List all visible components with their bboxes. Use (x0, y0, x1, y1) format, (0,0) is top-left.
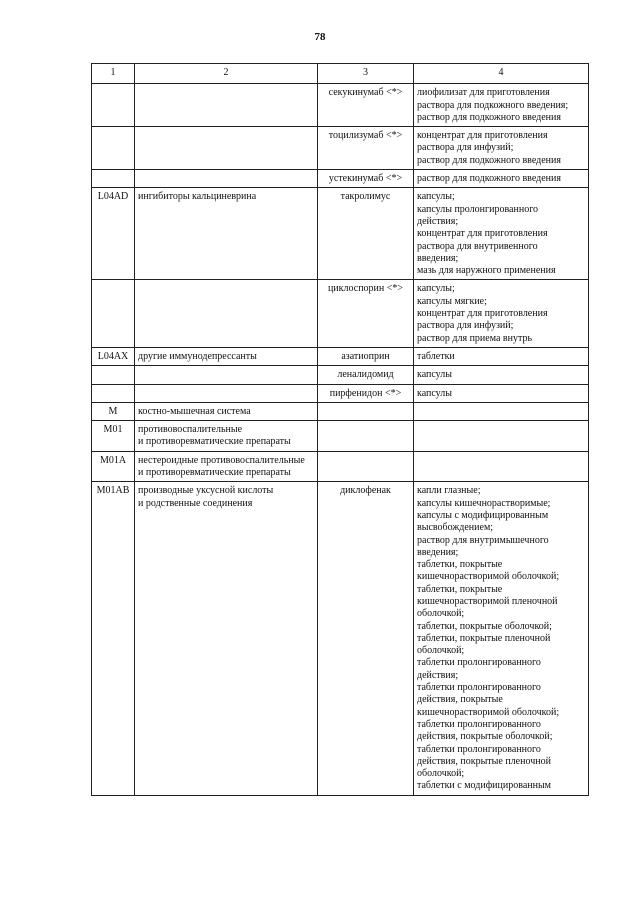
anatomical-therapeutic-group (135, 170, 318, 188)
table-row (92, 384, 589, 402)
atc-code: M (92, 402, 135, 420)
dosage-form-line: капсулы (417, 369, 452, 381)
dosage-form-line: раствор для подкожного введения (417, 154, 561, 166)
anatomical-therapeutic-group (135, 482, 318, 795)
dosage-form-line: таблетки, покрытые (417, 583, 503, 595)
group-line: ингибиторы кальциневрина (138, 191, 257, 203)
dosage-form-line: таблетки с модифицированным (417, 780, 552, 792)
dosage-form-line: кишечнорастворимой оболочкой; (417, 571, 560, 583)
dosage-forms (414, 451, 589, 482)
table-row (92, 127, 589, 170)
group-line: противовоспалительные (138, 424, 243, 436)
table-row (92, 421, 589, 452)
dosage-forms (414, 347, 589, 365)
anatomical-therapeutic-group (135, 280, 318, 347)
drug-name: леналидомид (318, 366, 414, 384)
dosage-form-line: раствора для инфузий; (417, 320, 514, 332)
page-number: 78 (314, 31, 326, 43)
drug-name: такролимус (318, 188, 414, 280)
header-col-2: 2 (135, 64, 318, 84)
table-header-row (92, 64, 589, 84)
dosage-form-line: оболочкой; (417, 608, 465, 620)
dosage-forms (414, 170, 589, 188)
dosage-forms (414, 402, 589, 420)
dosage-form-line: введения; (417, 546, 459, 558)
anatomical-therapeutic-group (135, 84, 318, 127)
dosage-form-line: раствора для инфузий; (417, 142, 514, 154)
dosage-form-line: таблетки, покрытые (417, 559, 503, 571)
anatomical-therapeutic-group (135, 384, 318, 402)
dosage-form-line: капсулы кишечнорастворимые; (417, 497, 551, 509)
dosage-forms (414, 188, 589, 280)
dosage-form-line: лиофилизат для приготовления (417, 87, 550, 99)
dosage-form-line: высвобождением; (417, 522, 494, 534)
anatomical-therapeutic-group (135, 188, 318, 280)
anatomical-therapeutic-group (135, 347, 318, 365)
dosage-form-line: таблетки пролонгированного (417, 657, 541, 669)
atc-code: M01 (92, 421, 135, 452)
dosage-form-line: концентрат для приготовления (417, 130, 548, 142)
atc-code: M01A (92, 451, 135, 482)
table-row (92, 170, 589, 188)
dosage-form-line: капсулы; (417, 283, 455, 295)
dosage-form-line: капсулы мягкие; (417, 295, 487, 307)
dosage-form-line: таблетки пролонгированного (417, 682, 541, 694)
drug-name: секукинумаб <*> (318, 84, 414, 127)
table-row (92, 366, 589, 384)
table-row (92, 280, 589, 347)
group-line: нестероидные противовоспалительные (138, 454, 305, 466)
dosage-form-line: капсулы с модифицированным (417, 509, 549, 521)
dosage-form-line: раствор для подкожного введения (417, 173, 561, 185)
dosage-form-line: раствора для подкожного введения; (417, 99, 569, 111)
anatomical-therapeutic-group (135, 127, 318, 170)
anatomical-therapeutic-group (135, 402, 318, 420)
atc-code (92, 84, 135, 127)
group-line: и противоревматические препараты (138, 467, 291, 479)
dosage-form-line: раствор для приема внутрь (417, 332, 533, 344)
header-col-3: 3 (318, 64, 414, 84)
group-line: костно-мышечная система (138, 405, 251, 417)
dosage-forms (414, 127, 589, 170)
dosage-form-line: концентрат для приготовления (417, 308, 548, 320)
dosage-form-line: таблетки, покрытые пленочной (417, 632, 551, 644)
dosage-form-line: раствор для внутримышечного (417, 534, 549, 546)
table-row (92, 188, 589, 280)
group-line: производные уксусной кислоты (138, 485, 274, 497)
dosage-form-line: мазь для наружного применения (417, 265, 556, 277)
dosage-form-line: капли глазные; (417, 485, 481, 497)
atc-code: L04AX (92, 347, 135, 365)
dosage-form-line: капсулы; (417, 191, 455, 203)
atc-code (92, 384, 135, 402)
drug-name (318, 402, 414, 420)
header-col-4: 4 (414, 64, 589, 84)
table-row (92, 347, 589, 365)
drug-name: циклоспорин <*> (318, 280, 414, 347)
table-row (92, 84, 589, 127)
table-row (92, 451, 589, 482)
anatomical-therapeutic-group (135, 421, 318, 452)
drug-name: диклофенак (318, 482, 414, 795)
drug-name: пирфенидон <*> (318, 384, 414, 402)
dosage-forms (414, 366, 589, 384)
dosage-forms (414, 421, 589, 452)
anatomical-therapeutic-group (135, 451, 318, 482)
drug-name: азатиоприн (318, 347, 414, 365)
dosage-form-line: введения; (417, 252, 459, 264)
dosage-form-line: оболочкой; (417, 768, 465, 780)
atc-code (92, 170, 135, 188)
dosage-form-line: раствор для подкожного введения (417, 111, 561, 123)
atc-code (92, 366, 135, 384)
table-row (92, 482, 589, 795)
group-line: и противоревматические препараты (138, 436, 291, 448)
atc-code (92, 280, 135, 347)
dosage-form-line: кишечнорастворимой пленочной (417, 595, 558, 607)
dosage-form-line: таблетки пролонгированного (417, 718, 541, 730)
dosage-form-line: раствора для внутривенного (417, 240, 538, 252)
dosage-forms (414, 482, 589, 795)
header-col-1: 1 (92, 64, 135, 84)
atc-code: L04AD (92, 188, 135, 280)
drug-name: устекинумаб <*> (318, 170, 414, 188)
dosage-forms (414, 280, 589, 347)
drug-name: тоцилизумаб <*> (318, 127, 414, 170)
dosage-form-line: действия, покрытые пленочной (417, 755, 551, 767)
group-line: другие иммунодепрессанты (138, 350, 257, 362)
dosage-form-line: действия; (417, 215, 459, 227)
atc-code: M01AB (92, 482, 135, 795)
dosage-form-line: таблетки пролонгированного (417, 743, 541, 755)
anatomical-therapeutic-group (135, 366, 318, 384)
dosage-form-line: кишечнорастворимой оболочкой; (417, 706, 560, 718)
dosage-form-line: действия; (417, 669, 459, 681)
atc-code (92, 127, 135, 170)
dosage-forms (414, 384, 589, 402)
drug-name (318, 421, 414, 452)
dosage-forms (414, 84, 589, 127)
dosage-form-line: концентрат для приготовления (417, 228, 548, 240)
dosage-form-line: действия, покрытые оболочкой; (417, 731, 553, 743)
dosage-form-line: действия, покрытые (417, 694, 503, 706)
dosage-form-line: таблетки (417, 350, 455, 362)
medicines-table (91, 63, 589, 796)
drug-name (318, 451, 414, 482)
table-row (92, 402, 589, 420)
group-line: и родственные соединения (138, 497, 253, 509)
dosage-form-line: капсулы (417, 387, 452, 399)
dosage-form-line: капсулы пролонгированного (417, 203, 539, 215)
dosage-form-line: оболочкой; (417, 645, 465, 657)
dosage-form-line: таблетки, покрытые оболочкой; (417, 620, 552, 632)
